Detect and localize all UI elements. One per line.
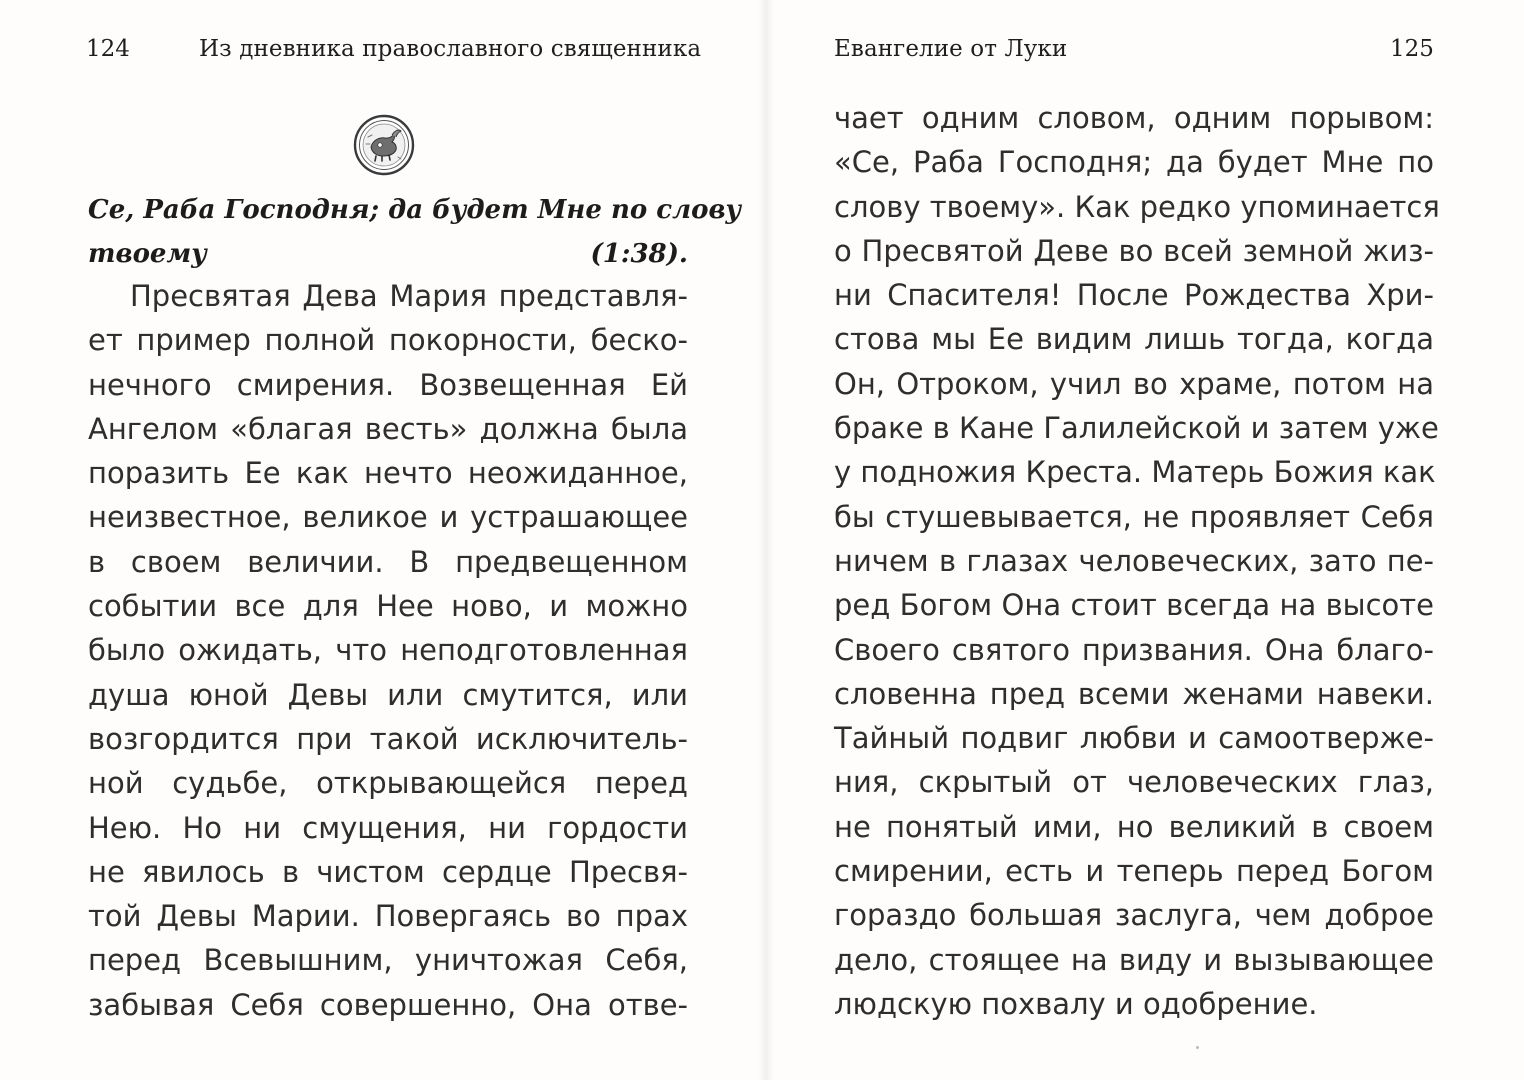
text-line: Тайный подвиг любви и самоотверже- bbox=[834, 721, 1434, 756]
text-line: возгордится при такой исключитель- bbox=[88, 721, 688, 756]
text-line: ни Спасителя! После Рождества Хри- bbox=[834, 278, 1434, 313]
epigraph-line: твоему (1:38). bbox=[88, 239, 688, 269]
text-line: душа юной Девы или смутится, или bbox=[88, 677, 688, 712]
right-body-text bbox=[834, 96, 1440, 1026]
epigraph-line: Се, Раба Господня; да будет Мне по слову bbox=[88, 195, 742, 225]
text-line: поразить Ее как нечто неожиданное, bbox=[88, 456, 688, 491]
left-running-title: Из дневника православного священника bbox=[199, 36, 702, 62]
text-line: нечного смирения. Возвещенная Ей bbox=[88, 367, 688, 402]
text-line: перед Всевышним, уничтожая Себя, bbox=[88, 943, 688, 978]
text-line: ничем в глазах человеческих, зато пе- bbox=[834, 543, 1434, 578]
epigraph bbox=[88, 188, 742, 276]
paper-speck bbox=[1196, 1046, 1199, 1049]
text-line: в своем величии. В предвещенном bbox=[88, 544, 688, 579]
left-body-text bbox=[88, 274, 688, 1027]
text-line: о Пресвятой Деве во всей земной жиз- bbox=[834, 233, 1434, 268]
text-line: словенна пред всеми женами навеки. bbox=[834, 676, 1434, 711]
text-line: «Се, Раба Господня; да будет Мне по bbox=[834, 145, 1434, 180]
text-line: гораздо большая заслуга, чем доброе bbox=[834, 898, 1434, 933]
right-page-number: 125 bbox=[1390, 36, 1434, 62]
text-line: было ожидать, что неподготовленная bbox=[88, 633, 688, 668]
text-line: чает одним словом, одним порывом: bbox=[834, 101, 1434, 135]
text-line: не понятый ими, но великий в своем bbox=[834, 809, 1434, 844]
text-line: ния, скрытый от человеческих глаз, bbox=[834, 765, 1434, 800]
right-running-title: Евангелие от Луки bbox=[834, 36, 1068, 62]
text-line: слову твоему». Как редко упоминается bbox=[834, 189, 1440, 224]
text-line: людскую похвалу и одобрение. bbox=[834, 986, 1318, 1021]
text-line: той Девы Марии. Повергаясь во прах bbox=[88, 899, 688, 934]
text-line: стова мы Ее видим лишь тогда, когда bbox=[834, 322, 1434, 357]
text-line: бы стушевывается, не проявляет Себя bbox=[834, 499, 1434, 534]
text-line: Ангелом «благая весть» должна была bbox=[88, 411, 688, 446]
text-line: Своего святого призвания. Она благо- bbox=[834, 632, 1434, 667]
text-line: смирении, есть и теперь перед Богом bbox=[834, 854, 1434, 889]
left-page-number: 124 bbox=[86, 36, 130, 62]
text-line: ной судьбе, открывающейся перед bbox=[88, 766, 688, 801]
text-line: Пресвятая Дева Мария представля- bbox=[130, 279, 688, 313]
left-page bbox=[0, 0, 760, 1080]
text-line: забывая Себя совершенно, Она отве- bbox=[88, 987, 688, 1022]
text-line: Он, Отроком, учил во храме, потом на bbox=[834, 366, 1434, 401]
right-page bbox=[770, 0, 1524, 1080]
text-line: неизвестное, великое и устрашающее bbox=[88, 500, 688, 535]
text-line: событии все для Нее ново, и можно bbox=[88, 589, 688, 624]
text-line: браке в Кане Галилейской и затем уже bbox=[834, 411, 1439, 446]
text-line: дело, стоящее на виду и вызывающее bbox=[834, 942, 1434, 977]
text-line: ет пример полной покорности, беско- bbox=[88, 323, 688, 358]
text-line: ред Богом Она стоит всегда на высоте bbox=[834, 588, 1434, 623]
vignette-emblem-icon bbox=[352, 113, 416, 177]
text-line: Нею. Но ни смущения, ни гордости bbox=[88, 810, 688, 845]
text-line: у подножия Креста. Матерь Божия как bbox=[834, 455, 1436, 490]
text-line: не явилось в чистом сердце Пресвя- bbox=[88, 854, 688, 889]
